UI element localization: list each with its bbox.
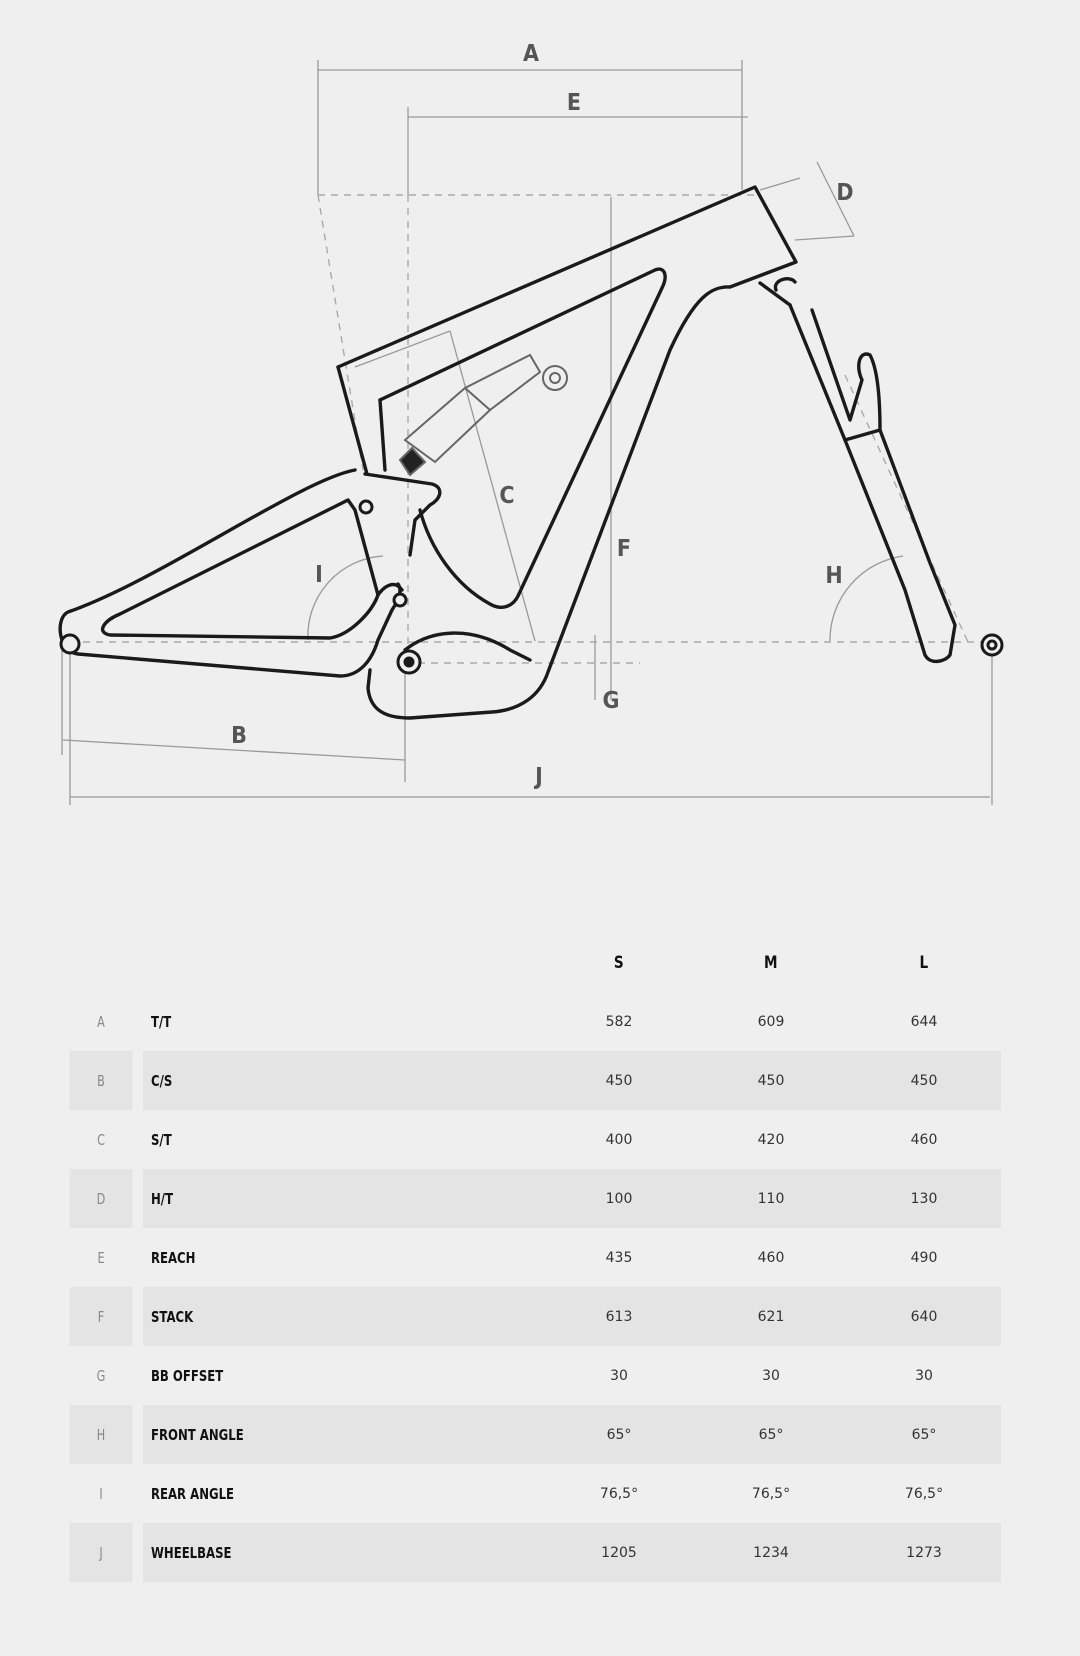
dimension-label-b: B: [231, 723, 247, 749]
table-row: [59, 1287, 1001, 1346]
value-size-s: 76,5°: [599, 1485, 639, 1502]
table-row: [59, 1051, 1001, 1110]
pivots: [61, 501, 1002, 673]
measure-code: J: [70, 1523, 133, 1582]
dimension-lines: [62, 60, 992, 805]
table-row: [59, 1228, 1001, 1287]
value-size-l: 460: [910, 1131, 938, 1148]
measure-label: [143, 1051, 543, 1110]
measure-label-text: REACH: [151, 1248, 196, 1267]
rear-shock: [400, 355, 567, 475]
measure-label: [143, 1405, 543, 1464]
measure-label: [143, 1346, 543, 1405]
table-header-row: [59, 934, 1001, 992]
measure-label: [143, 1228, 543, 1287]
value-size-m: 460: [757, 1249, 785, 1266]
table-row: [59, 1405, 1001, 1464]
measure-code: F: [70, 1287, 133, 1346]
table-row: [59, 1169, 1001, 1228]
value-size-s: 65°: [543, 1405, 695, 1464]
measure-label: [143, 1110, 543, 1169]
table-row: [59, 1523, 1001, 1582]
table-row: [59, 992, 1001, 1051]
value-size-s: 400: [605, 1131, 633, 1148]
measure-label-text: REAR ANGLE: [151, 1484, 235, 1503]
value-size-m: 76,5°: [751, 1485, 791, 1502]
dimension-label-a: A: [522, 41, 540, 67]
measure-label: [143, 1464, 543, 1523]
value-size-l: 644: [910, 1013, 938, 1030]
value-size-s: 435: [605, 1249, 633, 1266]
value-size-m: 621: [695, 1287, 847, 1346]
measure-code: D: [70, 1169, 133, 1228]
value-size-m: 30: [762, 1367, 780, 1384]
measure-label-text: C/S: [151, 1071, 173, 1090]
value-size-l: 30: [915, 1367, 933, 1384]
frame-outline: [60, 187, 955, 718]
value-size-l: 640: [847, 1287, 1001, 1346]
measure-label-text: WHEELBASE: [151, 1543, 232, 1562]
measure-label-text: H/T: [151, 1189, 174, 1208]
value-size-l: 76,5°: [904, 1485, 944, 1502]
measure-label: [143, 1287, 543, 1346]
dimension-label-g: G: [602, 688, 620, 714]
value-size-l: 1273: [847, 1523, 1001, 1582]
size-header-l: L: [919, 953, 929, 973]
measure-code: E: [97, 1248, 105, 1267]
value-size-m: 420: [757, 1131, 785, 1148]
measure-code: I: [99, 1484, 103, 1503]
geometry-table: [59, 934, 1001, 1582]
value-size-s: 30: [610, 1367, 628, 1384]
value-size-s: 100: [543, 1169, 695, 1228]
value-size-s: 613: [543, 1287, 695, 1346]
dimension-label-f: F: [616, 536, 632, 562]
measure-label-text: T/T: [151, 1012, 172, 1031]
value-size-l: 65°: [847, 1405, 1001, 1464]
table-row: [59, 1346, 1001, 1405]
value-size-m: 110: [695, 1169, 847, 1228]
value-size-s: 1205: [543, 1523, 695, 1582]
value-size-s: 450: [543, 1051, 695, 1110]
size-header-m: M: [764, 953, 778, 973]
value-size-m: 450: [695, 1051, 847, 1110]
value-size-m: 1234: [695, 1523, 847, 1582]
table-row: [59, 1110, 1001, 1169]
measure-code: H: [70, 1405, 133, 1464]
measure-label-text: S/T: [151, 1130, 172, 1149]
value-size-l: 490: [910, 1249, 938, 1266]
size-header-s: S: [613, 953, 625, 973]
value-size-s: 582: [605, 1013, 633, 1030]
table-row: [59, 1464, 1001, 1523]
dimension-label-i: I: [315, 562, 323, 588]
measure-label: [143, 1169, 543, 1228]
reference-lines: [70, 195, 990, 663]
value-size-m: 609: [757, 1013, 785, 1030]
value-size-m: 65°: [695, 1405, 847, 1464]
measure-code: C: [97, 1130, 105, 1149]
measure-code: B: [70, 1051, 133, 1110]
dimension-label-h: H: [825, 563, 843, 589]
dimension-label-c: C: [499, 483, 515, 509]
measure-label-text: BB OFFSET: [151, 1366, 224, 1385]
measure-code: A: [97, 1012, 105, 1031]
measure-label: [143, 992, 543, 1051]
measure-label-text: STACK: [151, 1307, 194, 1326]
measure-code: G: [96, 1366, 106, 1385]
value-size-l: 130: [847, 1169, 1001, 1228]
dimension-label-e: E: [566, 90, 582, 116]
dimension-label-d: D: [836, 180, 854, 206]
value-size-l: 450: [847, 1051, 1001, 1110]
dimension-label-j: J: [535, 764, 543, 790]
measure-label: [143, 1523, 543, 1582]
measure-label-text: FRONT ANGLE: [151, 1425, 244, 1444]
